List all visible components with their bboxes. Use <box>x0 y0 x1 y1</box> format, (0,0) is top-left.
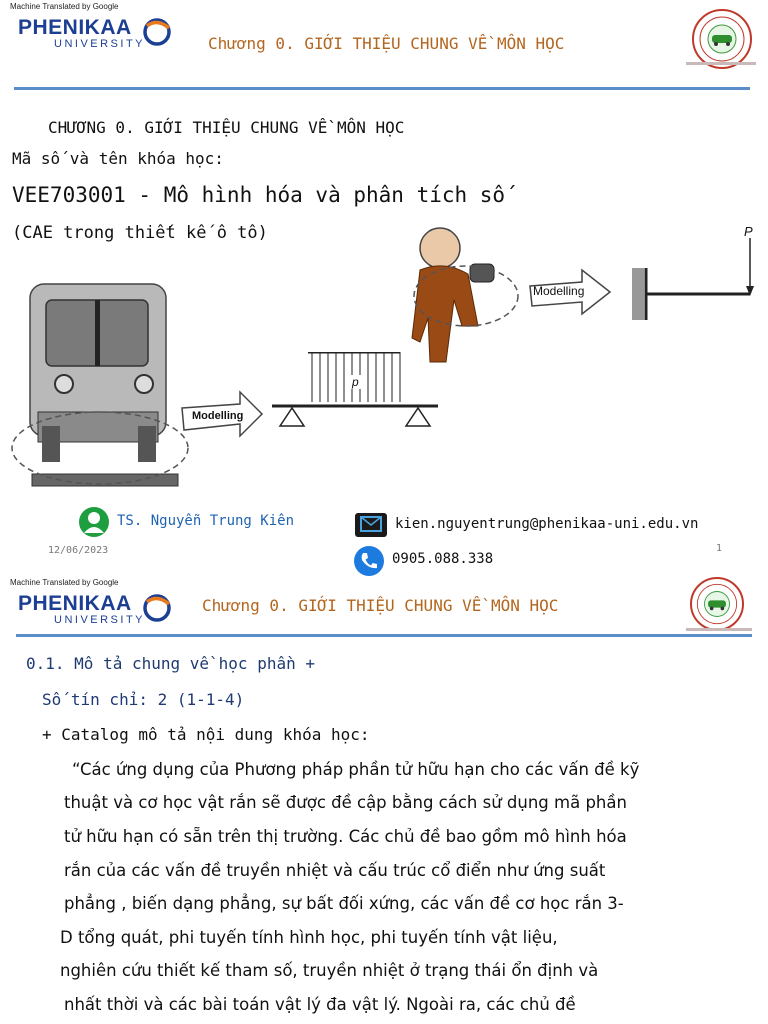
logo-swirl-icon <box>142 592 172 624</box>
paragraph-line: “Các ứng dụng của Phương pháp phần tử hữu hạn cho các vấn đề kỹ <box>72 760 640 779</box>
faculty-seal-icon <box>692 9 752 69</box>
email-icon <box>355 513 387 537</box>
university-logo-2 <box>18 592 178 628</box>
paragraph-line: D tổng quát, phi tuyến tính hình học, phi tuyến tính vật liệu, <box>60 928 558 947</box>
instructor-name: TS. Nguyễn Trung Kiên <box>117 513 295 529</box>
course-title: VEE703001 - Mô hình hóa và phân tích số <box>12 183 506 207</box>
course-subtitle: (CAE trong thiết kế ô tô) <box>12 223 268 243</box>
logo-name-2: PHENIKAA <box>18 592 132 615</box>
credits: Số tín chỉ: 2 (1-1-4) <box>42 690 245 709</box>
logo-sub: UNIVERSITY <box>54 38 146 50</box>
section-heading: 0.1. Mô tả chung về học phần + <box>26 654 315 673</box>
phone-icon <box>354 546 384 576</box>
page-number: 1 <box>716 543 723 554</box>
header-title: Chương 0. GIỚI THIỆU CHUNG VỀ MÔN HỌC <box>208 34 565 53</box>
university-logo <box>18 16 178 52</box>
course-label: Mã số và tên khóa học: <box>12 149 224 168</box>
logo-name: PHENIKAA <box>18 16 132 39</box>
header-rule <box>14 87 750 90</box>
header-title-2: Chương 0. GIỚI THIỆU CHUNG VỀ MÔN HỌC <box>202 596 559 615</box>
paragraph-line: tử hữu hạn có sẵn trên thị trường. Các chủ đề bao gồm mô hình hóa <box>64 827 627 846</box>
train-icon <box>30 284 178 486</box>
man-figure-icon <box>412 228 494 362</box>
watermark: Machine Translated by Google <box>10 2 119 11</box>
paragraph-line: nhất thời và các bài toán vật lý đa vật lý. Ngoài ra, các chủ đề <box>64 995 576 1014</box>
watermark-2: Machine Translated by Google <box>10 578 119 587</box>
seal-caption-line <box>686 628 752 631</box>
catalog-label: + Catalog mô tả nội dung khóa học: <box>42 725 370 744</box>
paragraph-line: nghiên cứu thiết kế tham số, truyền nhiệt ở trạng thái ổn định và <box>60 961 599 980</box>
train-modelling-diagram <box>8 280 456 492</box>
slide-date: 12/06/2023 <box>48 545 109 556</box>
email-address[interactable]: kien.nguyentrung@phenikaa-uni.edu.vn <box>395 516 699 532</box>
paragraph-line: thuật và cơ học vật rắn sẽ được đề cập bằng cách sử dụng mã phần <box>64 793 627 812</box>
chapter-heading: CHƯƠNG 0. GIỚI THIỆU CHUNG VỀ MÔN HỌC <box>48 118 405 137</box>
seal-caption-line <box>686 62 756 65</box>
paragraph-line: phẳng , biến dạng phẳng, sự bất đối xứng, các vấn đề cơ học rắn 3- <box>64 894 624 913</box>
faculty-seal-icon <box>690 577 744 631</box>
distributed-load-label: p <box>352 375 359 389</box>
user-icon <box>79 507 109 537</box>
paragraph-line: rắn của các vấn đề truyền nhiệt và cấu trúc cổ điển như ứng suất <box>64 861 606 880</box>
header-rule-2 <box>16 634 752 637</box>
logo-sub-2: UNIVERSITY <box>54 614 146 626</box>
point-load-label: P <box>744 224 753 239</box>
phone-number[interactable]: 0905.088.338 <box>392 551 494 567</box>
modelling-arrow-label-2: Modelling <box>533 284 585 298</box>
modelling-arrow-label-1: Modelling <box>192 410 244 422</box>
logo-swirl-icon <box>142 16 172 48</box>
